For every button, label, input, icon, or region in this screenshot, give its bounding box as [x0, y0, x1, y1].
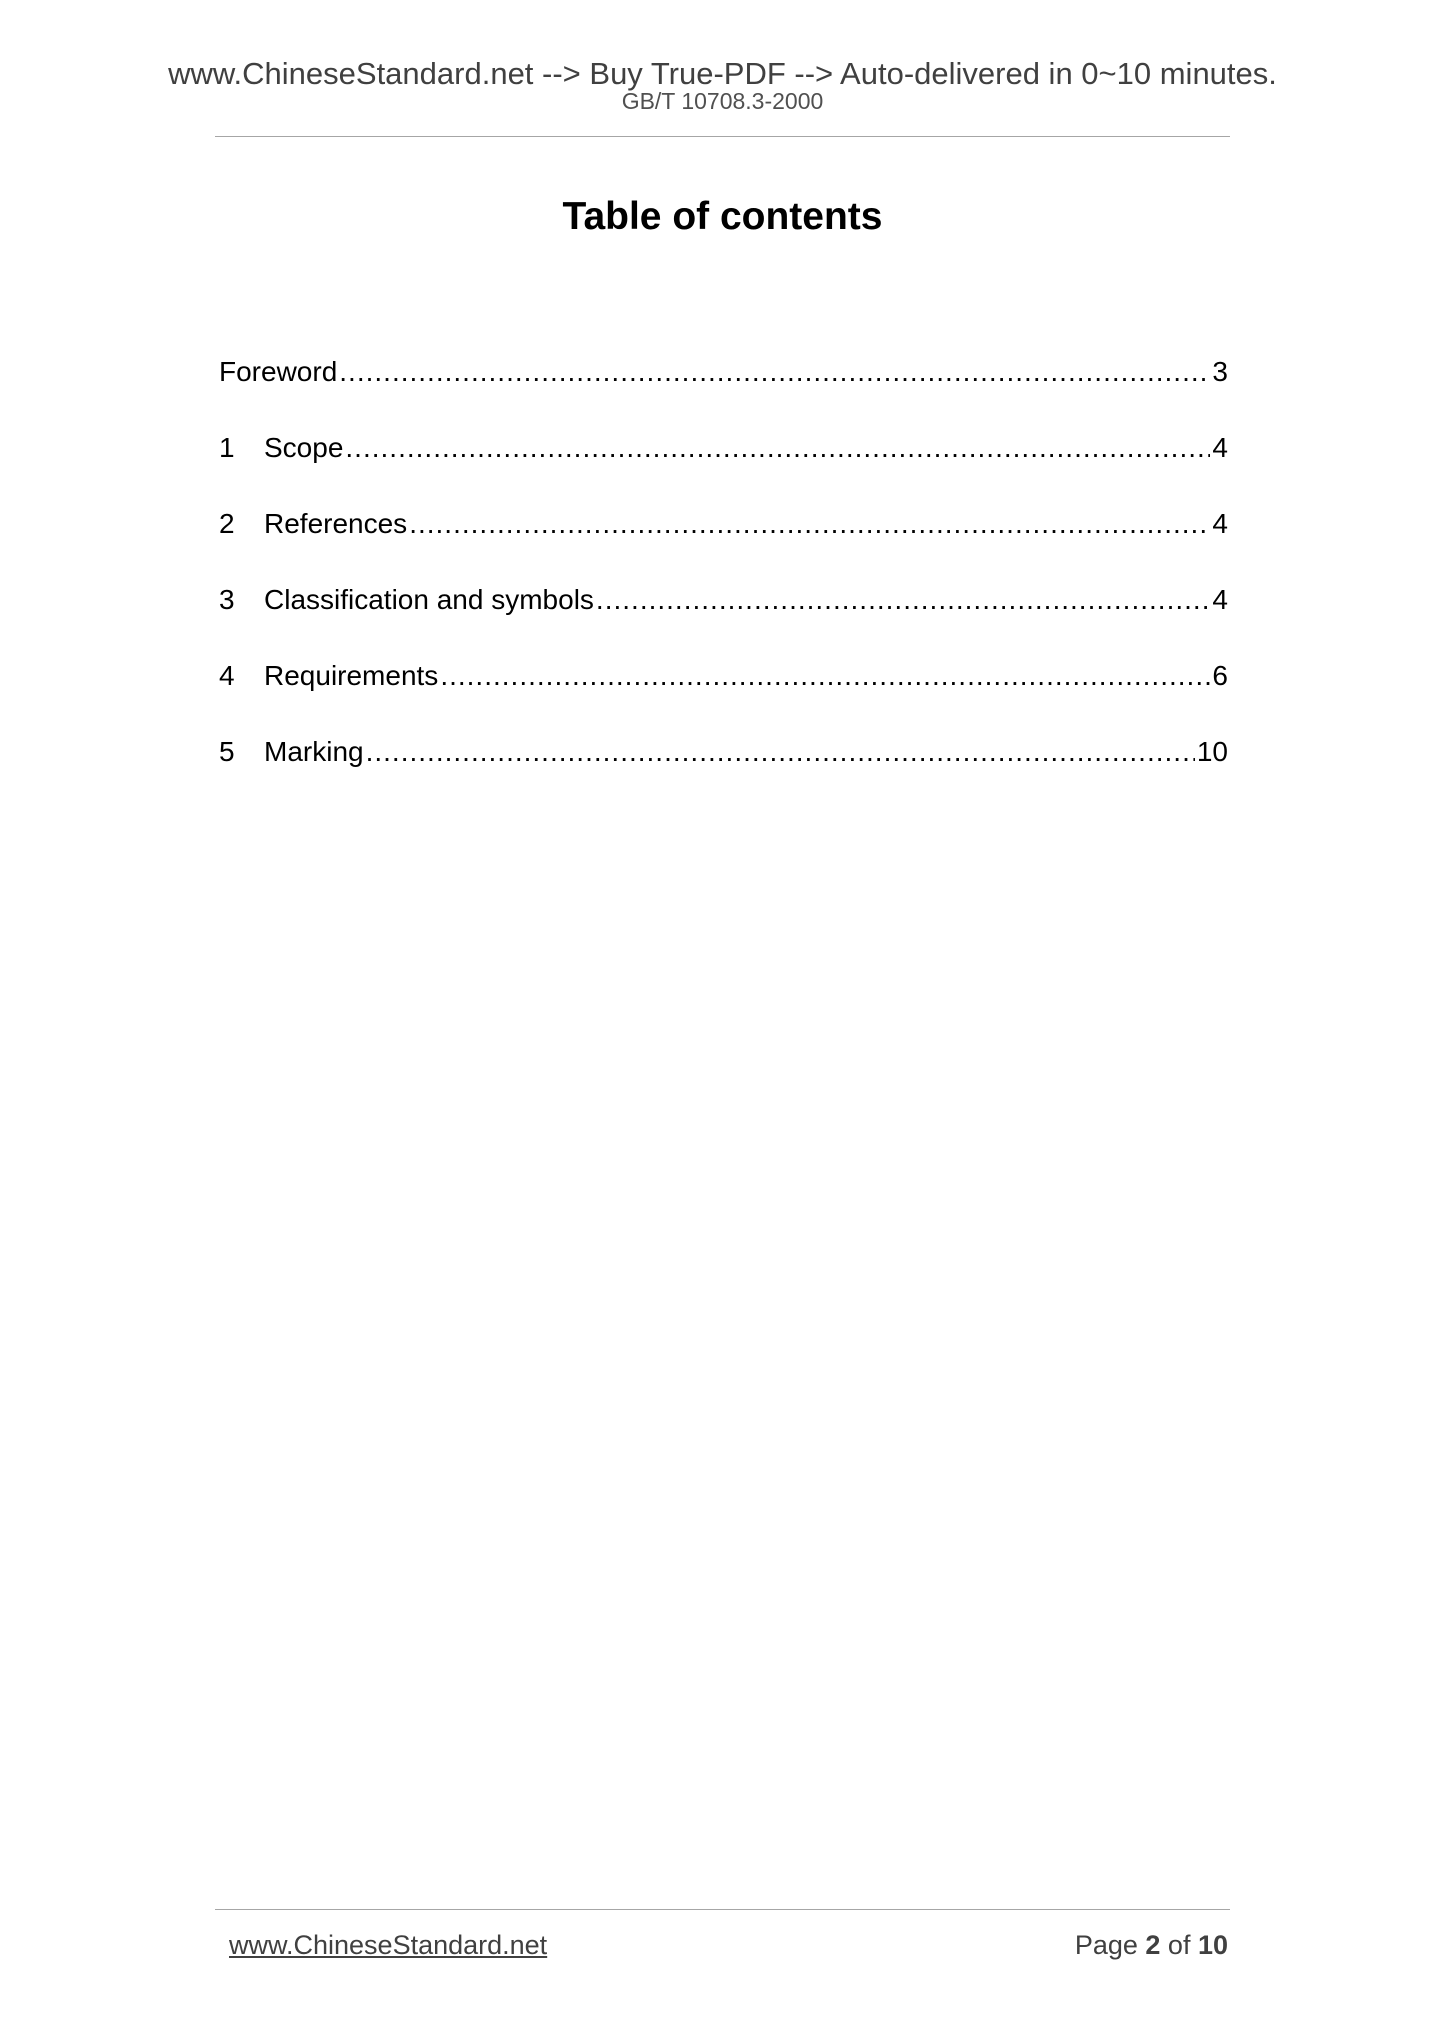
footer-website-link[interactable]: www.ChineseStandard.net [229, 1930, 548, 1960]
toc-entry-label: Foreword [219, 356, 338, 387]
toc-entry-number: 2 [219, 508, 235, 539]
toc-entry-label: Requirements [264, 660, 439, 691]
toc-entry-label: Classification and symbols [264, 584, 594, 615]
toc-entry-number: 4 [219, 660, 235, 691]
page-number-current: 2 [1145, 1930, 1161, 1960]
toc-entry-references[interactable] [219, 506, 1228, 582]
toc-entry-label: References [264, 508, 408, 539]
toc-entry-page: 10 [1196, 736, 1228, 767]
toc-dot-leader [339, 354, 1210, 390]
toc-entry-requirements[interactable] [219, 658, 1228, 734]
toc-entry-classification[interactable] [219, 582, 1228, 658]
page-number-total: 10 [1197, 1930, 1228, 1960]
toc-dot-leader [345, 430, 1210, 466]
standard-code: GB/T 10708.3-2000 [621, 88, 824, 114]
toc-entry-marking[interactable] [219, 734, 1228, 810]
toc-dot-leader [596, 582, 1211, 618]
toc-dot-leader [409, 506, 1210, 542]
toc-entry-label: Marking [264, 736, 364, 767]
toc-entry-scope[interactable] [219, 430, 1228, 506]
table-of-contents [219, 354, 1228, 810]
toc-entry-page: 4 [1212, 508, 1228, 539]
page-number [1075, 1929, 1228, 1961]
toc-entry-number: 3 [219, 584, 235, 615]
toc-entry-page: 3 [1212, 356, 1228, 387]
toc-entry-page: 6 [1212, 660, 1228, 691]
header-divider [215, 136, 1230, 137]
toc-dot-leader [366, 734, 1195, 770]
toc-entry-page: 4 [1212, 432, 1228, 463]
toc-entry-number: 1 [219, 432, 235, 463]
page-title: Table of contents [562, 195, 883, 238]
toc-entry-number: 5 [219, 736, 235, 767]
site-banner: www.ChineseStandard.net --> Buy True-PDF --> Auto-delivered in 0~10 minutes. [168, 56, 1277, 91]
page-number-prefix: Page [1074, 1930, 1146, 1960]
toc-entry-page: 4 [1212, 584, 1228, 615]
toc-entry-foreword[interactable] [219, 354, 1228, 430]
toc-dot-leader [440, 658, 1210, 694]
toc-entry-label: Scope [264, 432, 344, 463]
page-number-separator: of [1160, 1930, 1198, 1960]
footer-divider [215, 1909, 1230, 1910]
